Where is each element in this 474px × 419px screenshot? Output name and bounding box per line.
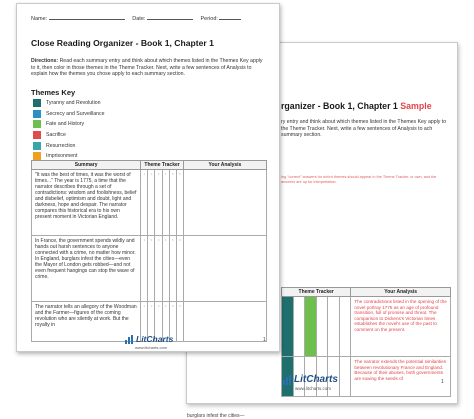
theme-key-item — [33, 130, 105, 141]
themes-key-title: Themes Key — [31, 88, 76, 97]
theme-tracker-cell[interactable]: 3 — [155, 170, 162, 236]
analysis-cell[interactable] — [183, 236, 266, 302]
sample-logo-url: www.litcharts.com — [295, 386, 332, 391]
directions-label: Directions: — [31, 58, 59, 64]
date-line[interactable] — [147, 19, 193, 20]
theme-color-swatch — [33, 120, 41, 128]
theme-key-item — [33, 119, 105, 130]
sample-col-analysis: Your Analysis — [351, 288, 451, 297]
theme-tracker-cell[interactable]: 5 — [169, 170, 176, 236]
theme-color-swatch — [33, 99, 41, 107]
theme-tracker-cell[interactable]: 5 — [169, 302, 176, 342]
theme-label: Resurrection — [46, 142, 76, 149]
themes-key — [33, 98, 105, 162]
col-summary: Summary — [32, 161, 141, 170]
theme-tracker-cell[interactable]: 6 — [176, 302, 183, 342]
theme-color-swatch — [33, 131, 41, 139]
table-row — [32, 170, 267, 236]
directions-text: Read each summary entry and think about which themes listed in the Themes Key apply to it, then color in those themes in the Theme Tracker. Next, write a few sentences of Analysis to explain how the themes you chose apply to each summary section. — [31, 58, 263, 78]
sample-table-row — [282, 297, 451, 357]
theme-label: Imprisonment — [46, 153, 78, 160]
sample-logo: LitCharts — [283, 374, 338, 385]
organizer-table — [31, 160, 267, 342]
sample-title: rganizer - Book 1, Chapter 1 Sample — [281, 101, 432, 111]
sample-label: Sample — [400, 101, 432, 111]
litcharts-logo-icon — [283, 375, 291, 385]
sample-page-number: 1 — [441, 379, 444, 385]
sample-analysis-cell: The narrator extends the potential similarities between revolutionary France and England. Because of their abuses, both governments are sowing the seeds of — [351, 357, 451, 397]
theme-key-item — [33, 140, 105, 151]
summary-cell: In France, the government spends wildly and hands out harsh sentences to anyone connected with a crime, no matter how minor. In England, burglars infest the cities—even the Mayor of London gets robbed—and not even frequent hangings can stop the wave of crime. — [32, 236, 141, 302]
theme-tracker-cell[interactable]: 5 — [169, 236, 176, 302]
theme-tracker-cell[interactable]: 2 — [148, 302, 155, 342]
organizer-page — [16, 3, 280, 352]
table-row — [32, 236, 267, 302]
litcharts-logo-icon — [125, 335, 133, 344]
sample-tracker-cell — [293, 297, 305, 357]
summary-cell: The narrator tells an allegory of the Woodman and the Farmer—figures of the coming revolution who are silently at work. But the royalty in — [32, 302, 141, 342]
sample-col-tracker: Theme Tracker — [282, 288, 351, 297]
period-line[interactable] — [219, 19, 241, 20]
theme-tracker-cell[interactable]: 1 — [141, 236, 148, 302]
theme-label: Fate and History — [46, 121, 85, 128]
page-title: Close Reading Organizer - Book 1, Chapter 1 — [31, 38, 214, 48]
sample-tracker-cell — [316, 297, 328, 357]
sample-tracker-cell — [339, 357, 351, 397]
theme-tracker-cell[interactable]: 6 — [176, 170, 183, 236]
col-theme-tracker: Theme Tracker — [141, 161, 184, 170]
theme-key-item — [33, 109, 105, 120]
theme-color-swatch — [33, 110, 41, 118]
col-analysis: Your Analysis — [183, 161, 266, 170]
date-label: Date: — [132, 16, 146, 22]
analysis-cell[interactable] — [183, 170, 266, 236]
header-fields — [31, 16, 269, 22]
theme-tracker-cell[interactable]: 2 — [148, 170, 155, 236]
theme-label: Tyranny and Revolution — [46, 100, 101, 107]
theme-tracker-cell[interactable]: 4 — [162, 236, 169, 302]
analysis-cell[interactable] — [183, 302, 266, 342]
sample-note: ing "correct" answers for which themes should appear in the Theme Tracker. ur own, and the answers are up for interpretation. — [281, 175, 437, 184]
page-number: 1 — [263, 337, 266, 343]
sample-tracker-cell — [305, 297, 317, 357]
theme-tracker-cell[interactable]: 1 — [141, 302, 148, 342]
directions — [31, 58, 263, 78]
sample-left-text: burglars infest the cities— — [187, 413, 245, 419]
theme-tracker-cell[interactable]: 3 — [155, 302, 162, 342]
theme-tracker-cell[interactable]: 4 — [162, 302, 169, 342]
theme-label: Secrecy and Surveillance — [46, 110, 105, 117]
theme-tracker-cell[interactable]: 2 — [148, 236, 155, 302]
period-label: Period: — [200, 16, 218, 22]
summary-cell: "It was the best of times, it was the worst of times..." The year is 1775, a time that the narrator describes through a set of contradictions: wisdom and foolishness, belief and disbelief, optimism and doubt, light and darkness, hope and despair. The narrator compares this historical era to his own present moment in Victorian England. — [32, 170, 141, 236]
theme-tracker-cell[interactable]: 3 — [155, 236, 162, 302]
name-label: Name: — [31, 16, 48, 22]
theme-key-item — [33, 98, 105, 109]
sample-tracker-cell — [328, 297, 340, 357]
sample-tracker-cell — [282, 297, 294, 357]
name-line[interactable] — [49, 19, 125, 20]
theme-tracker-cell[interactable]: 1 — [141, 170, 148, 236]
theme-tracker-cell[interactable]: 4 — [162, 170, 169, 236]
litcharts-logo: LitCharts — [125, 334, 173, 344]
sample-analysis-cell: The contradictions listed in the opening of the novel portray 1775 as an age of profound transition, full of promise and threat. The comparison to Dickens's Victorian times establishes the novel's use of the past to comment on the present. — [351, 297, 451, 357]
theme-tracker-cell[interactable]: 6 — [176, 236, 183, 302]
sample-tracker-cell — [339, 297, 351, 357]
logo-url: www.litcharts.com — [135, 345, 168, 350]
theme-color-swatch — [33, 142, 41, 150]
sample-directions: ry entry and think about which themes listed in the Themes Key apply to the Theme Tracker. Next, write a few sentences of Analysis to ach summary section. — [281, 119, 447, 139]
theme-label: Sacrifice — [46, 132, 66, 139]
